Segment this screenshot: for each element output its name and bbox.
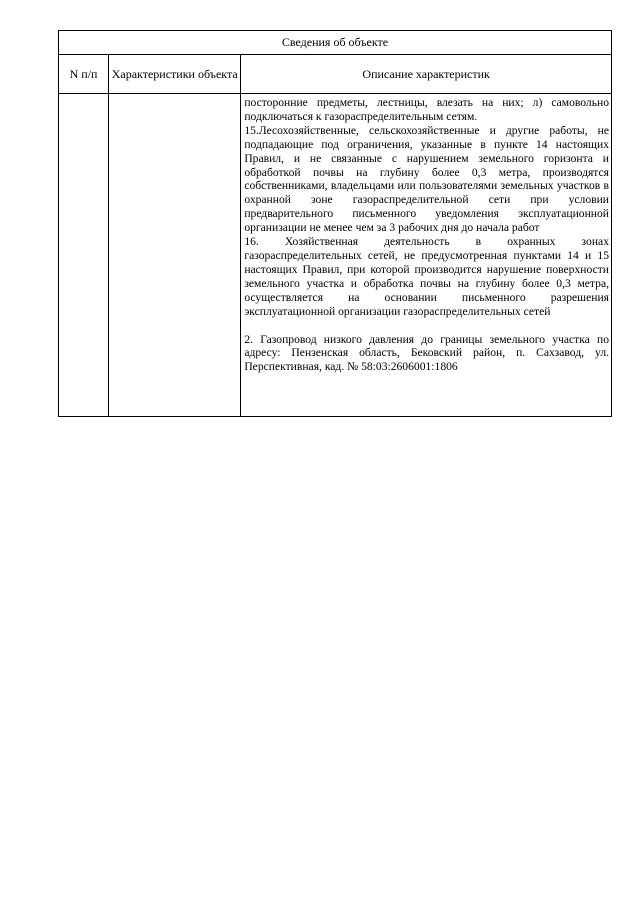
description-paragraph: 15.Лесохозяйственные, сельскохозяйственные и другие работы, не подпадающие под ограничения, указанные в пункте 14 настоящих Правил, и не связанные с нарушением земельного горизонта и обработкой почвы на глубину более 0,3 метра, производятся собственниками, владельцами или пользователями земельных участков в охранной зоне газораспределительной сети при условии предварительного письменного уведомления эксплуатационной организации не менее чем за 3 рабочих дня до начала работ	[244, 123, 609, 235]
header-num: N п/п	[59, 55, 109, 94]
table-title-row	[59, 31, 612, 55]
description-paragraph: 16. Хозяйственная деятельность в охранных зонах газораспределительных сетей, не предусмотренная пунктами 14 и 15 настоящих Правил, при которой производится нарушение поверхности земельного участка и обработка почвы на глубину более 0,3 метра, осуществляется на основании письменного разрешения эксплуатационной организации газораспределительных сетей	[244, 235, 609, 318]
paragraph-spacer	[244, 319, 609, 333]
table-header-row	[59, 55, 612, 94]
row-description-cell	[241, 94, 612, 417]
description-paragraph: 2. Газопровод низкого давления до границы земельного участка по адресу: Пензенская область, Бековский район, п. Сахзавод, ул. Перспективная, кад. № 58:03:2606001:1806	[244, 332, 609, 374]
table-title: Сведения об объекте	[59, 31, 612, 55]
object-info-table	[58, 30, 612, 417]
row-num-cell	[59, 94, 109, 417]
header-characteristics: Характеристики объекта	[109, 55, 241, 94]
description-paragraph: посторонние предметы, лестницы, влезать на них; л) самовольно подключаться к газораспределительным сетям.	[244, 96, 609, 123]
table-row	[59, 94, 612, 417]
row-characteristics-cell	[109, 94, 241, 417]
header-description: Описание характеристик	[241, 55, 612, 94]
